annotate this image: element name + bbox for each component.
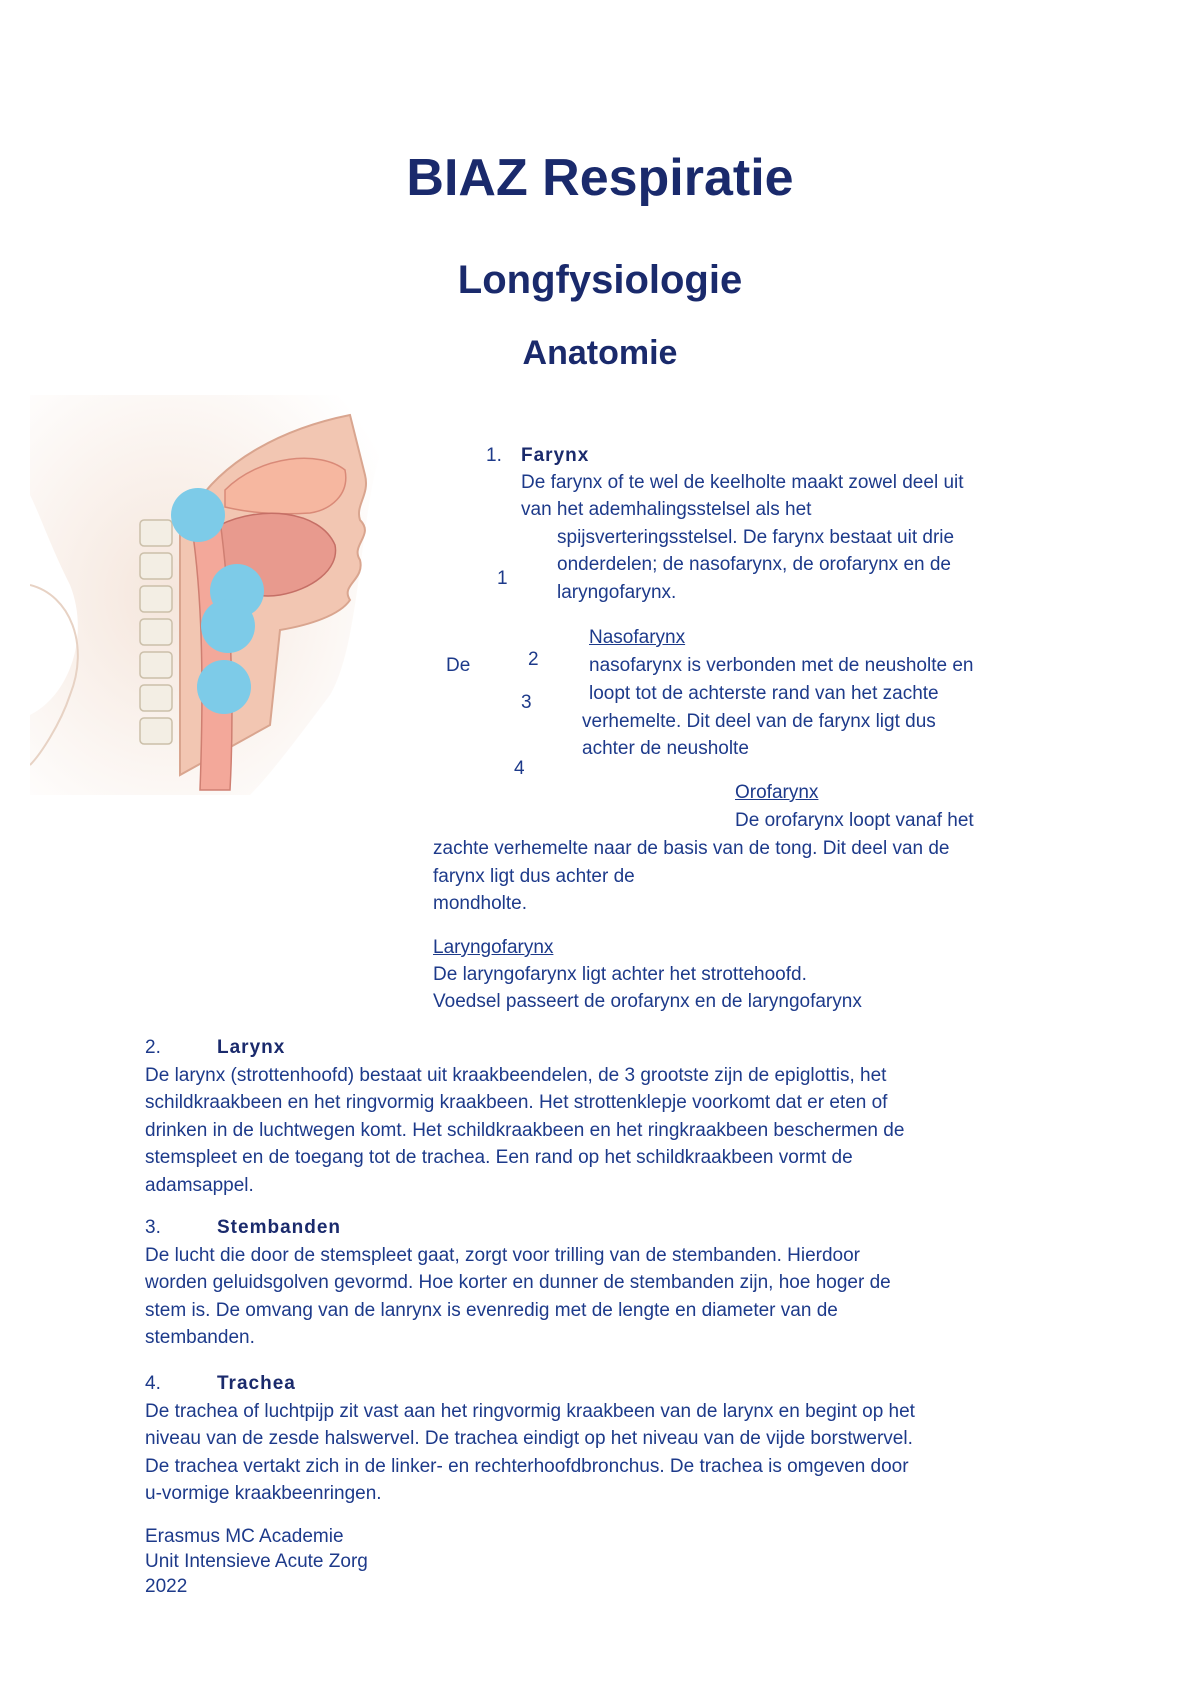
nasofarynx-line: verhemelte. Dit deel van de farynx ligt dus [582, 711, 936, 732]
larynx-line: adamsappel. [145, 1174, 254, 1196]
nasofarynx-line: nasofarynx is verbonden met de neusholte en [589, 655, 974, 676]
trachea-section [145, 1370, 1065, 1508]
trachea-line: niveau van de zesde halswervel. De trachea eindigt op het niveau van de vijde borstwervel. [145, 1428, 913, 1449]
laryngofarynx-heading: Laryngofarynx [433, 937, 554, 958]
farynx-heading: Farynx [521, 445, 590, 466]
laryngofarynx-line: De laryngofarynx ligt achter het strottehoofd. [433, 964, 807, 985]
stembanden-heading: Stembanden [217, 1217, 342, 1238]
head-neck-illustration [30, 395, 380, 795]
farynx-number: 1. [486, 445, 502, 466]
trachea-line: u-vormige kraakbeenringen. [145, 1483, 382, 1504]
nasofarynx-line: loopt tot de achterste rand van het zachte [589, 683, 939, 704]
larynx-line: stemspleet en de toegang tot de trachea. Een rand op het schildkraakbeen vormt de [145, 1147, 853, 1168]
nasofarynx-stray-word: De [446, 655, 471, 676]
larynx-line: schildkraakbeen en het ringvormig kraakbeen. Het strottenklepje voorkomt dat er eten of [145, 1092, 888, 1113]
farynx-line: onderdelen; de nasofarynx, de orofarynx en de [557, 554, 951, 575]
marker-4-trachea [197, 660, 251, 714]
orofarynx-line: zachte verhemelte naar de basis van de tong. Dit deel van de [433, 838, 950, 859]
trachea-number: 4. [145, 1373, 161, 1394]
figure-label-3: 3 [521, 692, 532, 713]
larynx-line: De larynx (strottenhoofd) bestaat uit kraakbeendelen, de 3 grootste zijn de epiglottis, het [145, 1064, 887, 1086]
trachea-line: De trachea of luchtpijp zit vast aan het ringvormig kraakbeen van de larynx en begint op het [145, 1400, 915, 1422]
farynx-line: De farynx of te wel de keelholte maakt zowel deel uit [521, 472, 964, 493]
stembanden-line: stembanden. [145, 1327, 255, 1348]
nasofarynx-line: achter de neusholte [582, 738, 749, 759]
larynx-heading: Larynx [217, 1037, 286, 1058]
laryngofarynx-line: Voedsel passeert de orofarynx en de laryngofarynx [433, 991, 862, 1012]
footer [145, 1524, 368, 1599]
stembanden-line: De lucht die door de stemspleet gaat, zorgt voor trilling van de stembanden. Hierdoor [145, 1244, 861, 1266]
stembanden-number: 3. [145, 1217, 161, 1238]
page-subtitle: Longfysiologie [457, 258, 743, 302]
trachea-line: De trachea vertakt zich in de linker- en rechterhoofdbronchus. De trachea is omgeven door [145, 1455, 909, 1477]
trachea-heading: Trachea [217, 1373, 296, 1394]
marker-1-farynx [171, 488, 225, 542]
farynx-line: spijsverteringsstelsel. De farynx bestaat uit drie [557, 527, 955, 548]
stembanden-line: worden geluidsgolven gevormd. Hoe korter en dunner de stembanden zijn, hoe hoger de [145, 1272, 891, 1293]
farynx-line: van het ademhalingsstelsel als het [521, 499, 812, 520]
figure-label-1: 1 [497, 568, 508, 589]
orofarynx-line: farynx ligt dus achter de [433, 866, 635, 887]
figure-label-2: 2 [528, 649, 539, 670]
orofarynx-line: mondholte. [433, 893, 528, 914]
nasofarynx-heading: Nasofarynx [589, 627, 686, 648]
larynx-line: drinken in de luchtwegen komt. Het schildkraakbeen en het ringkraakbeen beschermen de [145, 1119, 905, 1141]
farynx-line: laryngofarynx. [557, 582, 677, 603]
footer-year: 2022 [145, 1576, 188, 1597]
larynx-number: 2. [145, 1037, 161, 1058]
stembanden-section [145, 1214, 1065, 1352]
footer-institution: Erasmus MC Academie [145, 1526, 344, 1547]
larynx-section [145, 1034, 1065, 1199]
footer-unit: Unit Intensieve Acute Zorg [145, 1551, 368, 1572]
section-title: Anatomie [522, 334, 678, 372]
figure-label-4: 4 [514, 758, 525, 779]
orofarynx-heading: Orofarynx [735, 782, 819, 803]
stembanden-line: stem is. De omvang van de lanrynx is evenredig met de lengte en diameter van de [145, 1299, 838, 1321]
page-title: BIAZ Respiratie [406, 149, 794, 207]
anatomy-figure [30, 395, 380, 795]
orofarynx-line: De orofarynx loopt vanaf het [735, 810, 974, 831]
marker-3-stembanden [201, 599, 255, 653]
